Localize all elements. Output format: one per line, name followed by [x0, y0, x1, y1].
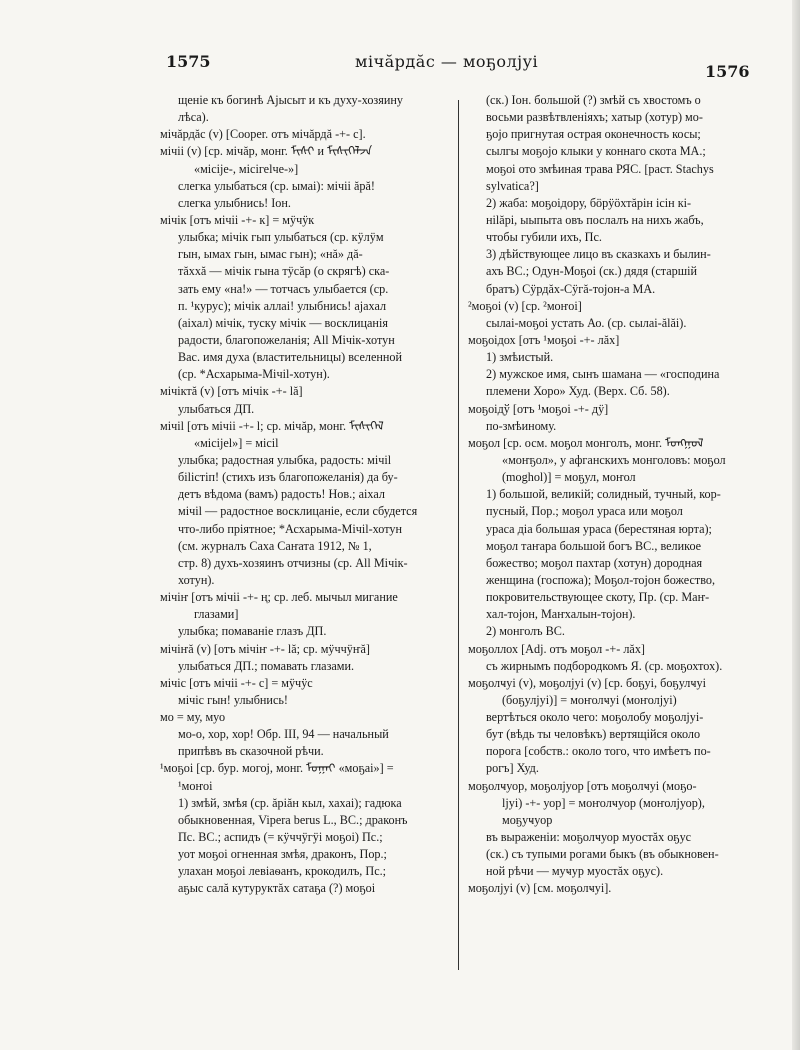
entry-text-line: ¹моҥоі	[178, 778, 213, 793]
entry-text-line: мічіс гын! улыбнись!	[178, 692, 288, 707]
entry-text-line: порога [собств.: около того, что имѣетъ по-	[486, 744, 711, 759]
entry-text-line: «моҥҕол», у афганскихъ монголовъ: моҕол	[502, 452, 726, 467]
entry-text-line: женщина (госпожа); Моҕол-тојон божество,	[486, 572, 716, 587]
entry-headword-line: моҕоллох [Adj. отъ моҕол -+- лăх]	[468, 641, 645, 656]
entry-text-line: ҕоjо пригнутая острая оконечность косы;	[486, 127, 701, 142]
column-divider	[458, 100, 459, 970]
entry-text-line: братъ) Сÿрдăх-Сÿгă-тојон-а МА.	[486, 281, 656, 296]
entry-text-line: «місіјеl»] = місіl	[194, 435, 279, 450]
entry-text-line: ахъ ВС.; Одун-Моҕоі (ск.) дядя (старшій	[486, 264, 698, 279]
entry-text-line: (см. журналъ Саха Саҥата 1912, № 1,	[178, 538, 372, 553]
entry-text-line: Пс. ВС.; аспидъ (= кÿччÿгÿі моҕоі) Пс.;	[178, 830, 383, 845]
entry-text-line: улахан моҕоі левіаѳанъ, крокодилъ, Пс.;	[178, 864, 387, 879]
entry-headword-line: мо = му, муо	[160, 710, 226, 725]
entry-text-line: восьми развѣтвленіяхъ; хатыр (хотур) мо-	[486, 110, 703, 125]
entry-headword-line: мічіктă (v) [отъ мічік -+- lă]	[160, 384, 303, 399]
entry-text-line: 2) жаба: моҕоідору, бöрÿöхтăрін ісін кі-	[486, 195, 692, 210]
entry-text-line: моҕоі ото змѣиная трава РЯС. [раст. Stachys	[486, 161, 714, 176]
entry-text-line: (ср. *Асхарыма-Мічіl-хотун).	[178, 367, 330, 382]
entry-text-line: уот моҕоі огненная змѣя, драконъ, Пор.;	[178, 847, 387, 862]
entry-headword-line: моҕолҹуі (v), моҕолјуі (v) [ср. боҕуі, боҕулҹуі	[468, 675, 706, 690]
entry-text-line: 1) змѣистый.	[486, 350, 554, 365]
entry-text-line: sylvatica?]	[486, 178, 539, 193]
entry-text-line: гын, ымах гын, ымас гын); «нă» дă-	[178, 247, 363, 262]
entry-text-line: 2) мужское имя, сынъ шамана — «господина	[486, 367, 720, 382]
right-column	[468, 92, 768, 898]
entry-text-line: п. ¹курус); мічік аллаі! улыбнись! ajахал	[178, 298, 387, 313]
entry-text-line: «місіје-, місігеlче-»]	[194, 161, 299, 176]
entry-headword-line: ²моҕоі (v) [ср. ²моҥоі]	[468, 298, 582, 313]
entry-text-line: улыбка; помаваніе глазъ ДП.	[178, 624, 327, 639]
entry-headword-line: ¹моҕоі [ср. бур. могоj, монг. ᠮᠣᠭᠠᠢ «моҕаі»] =	[160, 761, 394, 776]
entry-text-line: вертѣться около чего: моҕолобу моҕолјуі-	[486, 710, 704, 725]
entry-text-line: чтобы губили ихъ, Пс.	[486, 230, 602, 245]
entry-text-line: детъ вѣдома (вамъ) радость! Нов.; аіхал	[178, 487, 385, 502]
entry-headword-line: мічіі (v) [ср. мічăр, монг. ᠮᠢᠰᠢ и ᠮᠢᠰᠢᠭᠡᠯᠵᠡ	[160, 144, 373, 159]
entry-headword-line: мічăрдăс (v) [Cooper. отъ мічăрдă -+- c].	[160, 127, 366, 142]
entry-headword-line: мічіl [отъ мічіі -+- l; ср. мічăр, монг. ᠮᠢᠰᠢᠭᠡᠯ	[160, 418, 384, 433]
entry-text-line: (moghol)] = моҕул, моҥол	[502, 470, 636, 485]
entry-text-line: 1) большой, великій; солидный, тучный, кор-	[486, 487, 721, 502]
page-header	[160, 38, 760, 81]
entry-text-line: мо-о, хор, хор! Обр. III, 94 — начальный	[178, 727, 389, 742]
entry-text-line: мічіl — радостное восклицаніе, если сбудется	[178, 504, 418, 519]
entry-headword-line: мічіс [отъ мічіі -+- с] = мÿчÿс	[160, 675, 313, 690]
entry-text-line: покровительствующее скоту, Пр. (ср. Маҥ-	[486, 590, 710, 605]
entry-text-line: Вас. имя духа (властительницы) вселенной	[178, 350, 403, 365]
entry-text-line: 3) дѣйствующее лицо въ сказкахъ и былин-	[486, 247, 711, 262]
entry-text-line: lјуі) -+- уор] = моҥолҹуор (моҥолјуор),	[502, 795, 705, 810]
page-number-right: 1576	[705, 62, 750, 81]
entry-text-line: щеніе къ богинѣ Аjысыт и къ духу-хозяину	[178, 93, 403, 107]
entry-text-line: (ск.) съ тупыми рогами быкъ (въ обыкновен-	[486, 847, 719, 862]
entry-text-line: (ск.) Іон. большой (?) змѣй съ хвостомъ о	[486, 93, 701, 107]
entry-text-line: по-змѣиному.	[486, 418, 557, 433]
entry-text-line: божество; моҕол пахтар (хотун) дородная	[486, 555, 703, 570]
entry-text-line: стр. 8) духъ-хозяинъ отчизны (ср. Аll Мічік-	[178, 555, 408, 570]
running-title: мічăрдăс — моҕолјуі	[355, 52, 539, 71]
entry-text-line: рогъ] Худ.	[486, 761, 539, 776]
entry-text-line: слегка улыбнись! Іон.	[178, 195, 291, 210]
entry-headword-line: моҕол [ср. осм. моҕол монголъ, монг. ᠮᠣᠩᠭᠣᠯ	[468, 435, 704, 450]
entry-text-line: хал-тојон, Маҥхалын-тојон).	[486, 607, 636, 622]
entry-text-line: (аіхал) мічік, туску мічік — восклицанія	[178, 315, 388, 330]
entry-text-line: улыбка; мічік гып улыбаться (ср. кÿлÿм	[178, 230, 384, 245]
entry-text-line: лѣса).	[178, 110, 209, 125]
entry-text-line: съ жирнымъ подбородкомъ Я. (ср. моҕохтох).	[486, 658, 723, 673]
page-number-left: 1575	[166, 52, 211, 71]
entry-text-line: что-либо пріятное; *Асхарыма-Мічіl-хотун	[178, 521, 403, 536]
entry-text-line: тăххă — мічік гына тÿсăр (о скрягѣ) ска-	[178, 264, 390, 279]
entry-headword-line: моҕоідў [отъ ¹моҕоі -+- дÿ]	[468, 401, 609, 416]
entry-text-line: хотун).	[178, 572, 215, 587]
entry-headword-line: мічіҥ [отъ мічіі -+- ң; ср. леб. мычыл мигание	[160, 590, 398, 605]
entry-text-line: глазами]	[194, 607, 239, 622]
entry-text-line: въ выраженіи: моҕолҹуор муостăх оҕус	[486, 830, 692, 845]
entry-text-line: 1) змѣй, змѣя (ср. ăріăн кыл, хахаі); гадюка	[178, 795, 402, 810]
entry-text-line: пусный, Пор.; моҕол ураса или моҕол	[486, 504, 683, 519]
entry-text-line: радости, благопожеланія; Аll Мічік-хотун	[178, 332, 395, 347]
entry-text-line: аҕыс салă кутуруктăх сатаҕа (?) моҕоі	[178, 881, 376, 896]
entry-text-line: (боҕулјуі)] = моҥолҹуі (моҥолјуі)	[502, 692, 677, 707]
entry-text-line: моҕол таҥара большой богъ ВС., великое	[486, 538, 702, 553]
entry-text-line: обыкновенная, Vipera berus L., ВС.; драконъ	[178, 812, 408, 827]
entry-text-line: ной рѣчи — муҹур муостăх оҕус).	[486, 864, 664, 879]
entry-text-line: ураса діа большая ураса (берестяная юрта);	[486, 521, 712, 536]
entry-headword-line: моҕолјуі (v) [см. моҕолҹуі].	[468, 881, 612, 896]
entry-text-line: моҕуҹуор	[502, 812, 553, 827]
entry-text-line: слегка улыбаться (ср. ымаі): мічіі ăрă!	[178, 178, 375, 193]
entry-text-line: 2) монголъ ВС.	[486, 624, 565, 639]
entry-text-line: біlістіп! (стихъ изъ благопожеланія) да бу-	[178, 470, 398, 485]
left-column	[160, 92, 450, 898]
entry-headword-line: мічік [отъ мічіі -+- к] = мÿчÿк	[160, 212, 315, 227]
entry-headword-line: моҕоідох [отъ ¹моҕоі -+- лăх]	[468, 332, 620, 347]
entry-text-line: сылаі-моҕоі устать Ао. (ср. сылаі-ălăі).	[486, 315, 687, 330]
entry-text-line: припѣвъ въ сказочной рѣчи.	[178, 744, 324, 759]
scan-edge	[792, 0, 800, 1050]
entry-text-line: улыбаться ДП.	[178, 401, 255, 416]
entry-text-line: сылгы моҕојо клыки у коннаго скота МА.;	[486, 144, 706, 159]
entry-text-line: улыбка; радостная улыбка, радость: мічіl	[178, 452, 392, 467]
entry-text-line: зать ему «на!» — тотчасъ улыбается (ср.	[178, 281, 389, 296]
entry-headword-line: мічіҥă (v) [отъ мічіҥ -+- lă; ср. мÿччÿҥă]	[160, 641, 370, 656]
entry-headword-line: моҕолҹуор, моҕолјуор [отъ моҕолҹуі (моҕо-	[468, 778, 697, 793]
entry-text-line: ніlăрі, ыыпыта овъ послалъ на нихъ жабъ,	[486, 212, 704, 227]
entry-text-line: племени Хоро» Худ. (Верх. Сб. 58).	[486, 384, 670, 399]
entry-text-line: улыбаться ДП.; помавать глазами.	[178, 658, 355, 673]
entry-text-line: бут (вѣдь ты человѣкъ) вертящійся около	[486, 727, 701, 742]
